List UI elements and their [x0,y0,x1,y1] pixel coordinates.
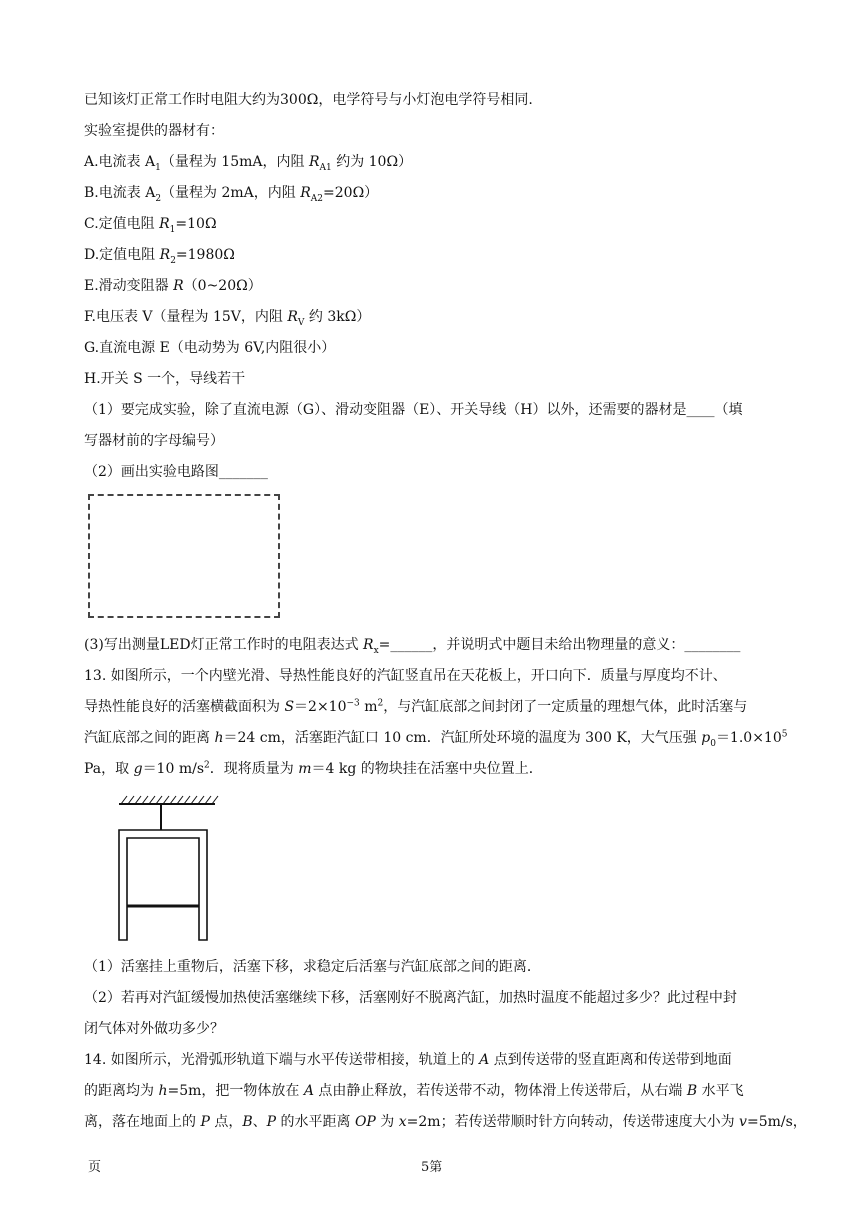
ceiling-hatch [119,796,218,804]
line-item-g: G.直流电源 E（电动势为 6V,内阻很小） [84,340,336,356]
cylinder-figure [115,792,225,942]
line-q2: （2）画出实验电路图_______ [84,464,268,480]
line-item-f: F.电压表 V（量程为 15V，内阻 $R_V$ 约 3kΩ） [84,309,371,328]
circuit-answer-box [88,494,280,618]
line-item-h: H.开关 S 一个，导线若干 [84,371,246,387]
line-equipment-heading: 实验室提供的器材有： [84,123,224,139]
footer-page-number: 5第 [421,1160,443,1175]
line-p13-2: 导热性能良好的活塞横截面积为 $S=2\times 10^{-3}$ $m^2$，与汽缸底部之间封闭了一定质量的理想气体，此时活塞与 [84,698,748,715]
line-p13-4: Pa，取 g＝10 $m/s^2$．现将质量为 m＝4 kg 的物块挂在活塞中央位置上． [84,760,543,777]
line-item-c: C.定值电阻 $R_1=10\Omega$ [84,216,217,235]
line-q1-cont: 写器材前的字母编号） [84,433,224,449]
line-p13-3: 汽缸底部之间的距离 h＝24 cm，活塞距汽缸口 10 cm．汽缸所处环境的温度为 300 K，大气压强 $p_0=1.0\times 10^5$ [84,729,788,749]
line-item-b: B.电流表 $A_2$（量程为 2mA，内阻 $R_{A2}=20\Omega$） [84,185,379,204]
line-item-e: E.滑动变阻器 R（0~20Ω） [84,278,262,294]
line-item-d: D.定值电阻 $R_2=1980\Omega$ [84,247,235,266]
line-p14-1: 14. 如图所示，光滑弧形轨道下端与水平传送带相接，轨道上的 A 点到传送带的竖直距离和传送带到地面 [84,1052,732,1068]
line-intro: 已知该灯正常工作时电阻大约为300Ω，电学符号与小灯泡电学符号相同. [84,92,533,108]
line-item-a: A.电流表 $A_1$（量程为 15mA，内阻 $R_{A1}$ 约为 10Ω） [84,154,413,173]
line-p14-3: 离，落在地面上的 P 点，B、P 的水平距离 OP 为 x=2m；若传送带顺时针方向转动，传送带速度大小为 v=5m/s， [84,1114,807,1130]
line-p13-q1: （1）活塞挂上重物后，活塞下移，求稳定后活塞与汽缸底部之间的距离． [84,959,541,975]
footer-left: 页 [88,1160,102,1175]
line-p13-q2: （2）若再对汽缸缓慢加热使活塞继续下移，活塞刚好不脱离汽缸，加热时温度不能超过多少？此过程中封 [84,990,737,1006]
line-q3: (3)写出测量LED灯正常工作时的电阻表达式 $R_x=\_\_\_\_\_\_$，并说明式中题目未给出物理量的意义：________ [84,637,741,656]
line-q1: （1）要完成实验，除了直流电源（G）、滑动变阻器（E）、开关导线（H）以外，还需要的器材是____（填 [84,402,743,418]
cylinder-wall [119,830,207,940]
line-p13-q2-cont: 闭气体对外做功多少？ [84,1021,224,1037]
line-p14-2: 的距离均为 h=5m，把一物体放在 A 点由静止释放，若传送带不动，物体滑上传送带后，从右端 B 水平飞 [84,1083,744,1099]
line-p13-1: 13. 如图所示，一个内壁光滑、导热性能良好的汽缸竖直吊在天花板上，开口向下．质量与厚度均不计、 [84,668,727,684]
